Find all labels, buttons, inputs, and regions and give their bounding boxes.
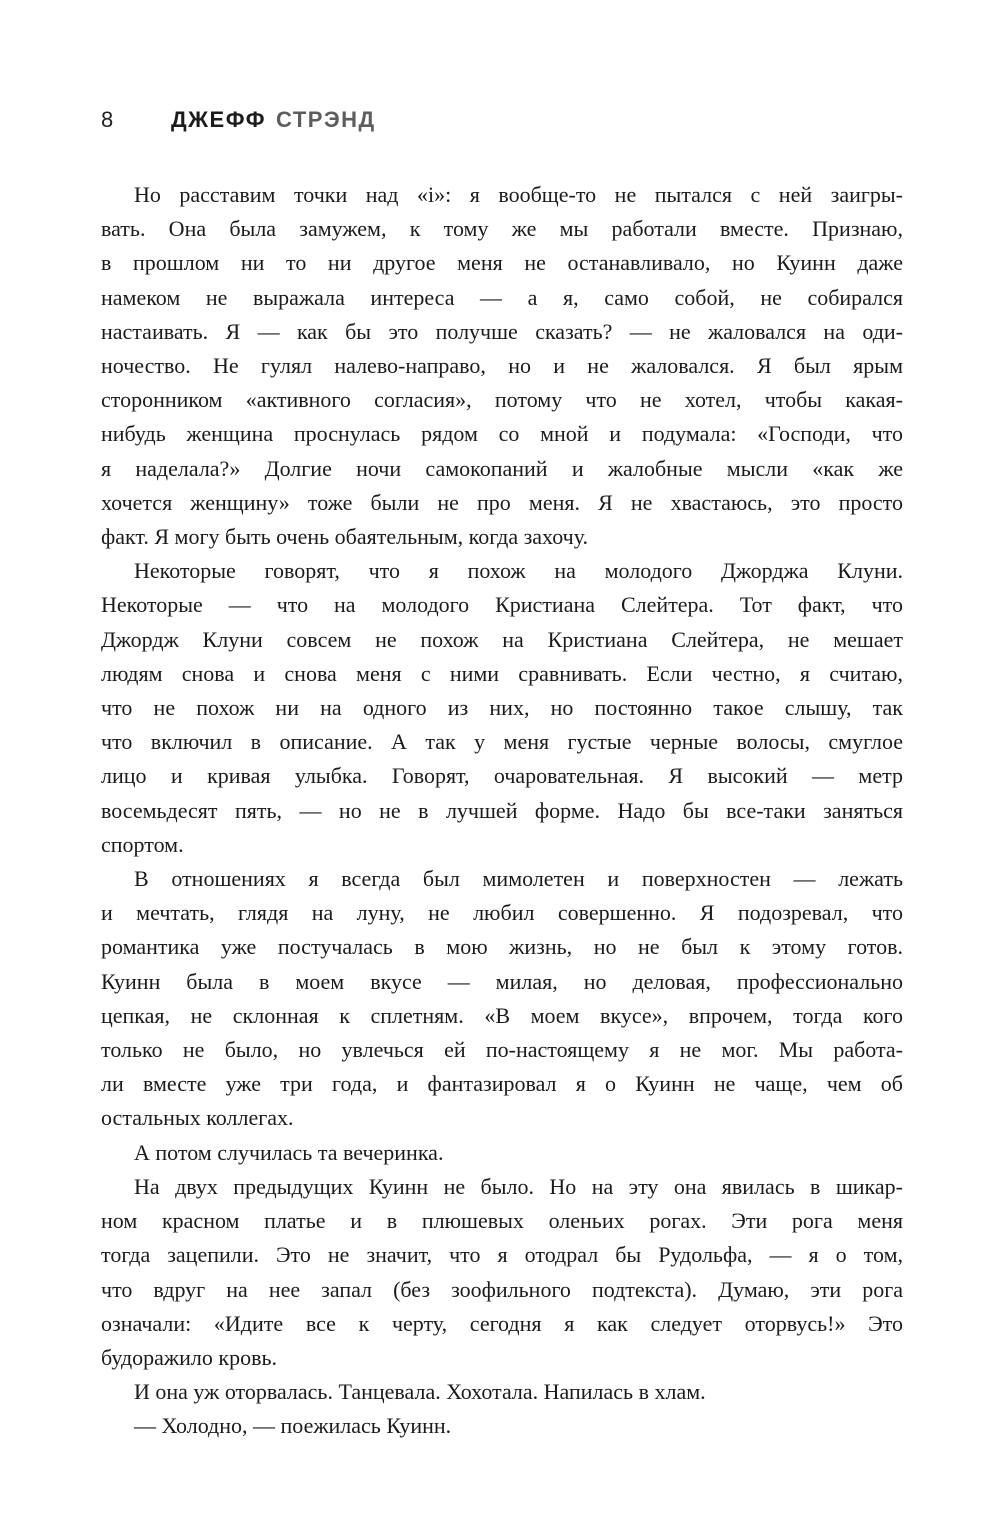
text-line: что включил в описание. А так у меня густые черные волосы, смуглое <box>101 729 903 755</box>
text-line: я наделала?» Долгие ночи самокопаний и жалобные мысли «как же <box>101 455 903 481</box>
text-line: в прошлом ни то ни другое меня не останавливало, но Куинн даже <box>101 250 903 276</box>
text-line: вать. Она была замужем, к тому же мы работали вместе. Признаю, <box>101 216 903 242</box>
text-line: хочется женщину» тоже были не про меня. Я не хвастаюсь, это просто <box>101 489 903 515</box>
page-number: 8 <box>101 107 114 132</box>
text-line: романтика уже постучалась в мою жизнь, но не был к этому готов. <box>101 934 903 960</box>
text-line: Но расставим точки над «i»: я вообще-то не пытался с ней заигры- <box>134 182 903 207</box>
page-text <box>101 178 903 1444</box>
text-line: тогда зацепили. Это не значит, что я отодрал бы Рудольфа, — я о том, <box>101 1242 903 1268</box>
text-line: ном красном платье и в плюшевых оленьих рогах. Эти рога меня <box>101 1208 903 1234</box>
text-line: спортом. <box>101 831 184 857</box>
text-line: Куинн была в моем вкусе — милая, но деловая, профессионально <box>101 968 903 994</box>
text-line: и мечтать, глядя на луну, не любил совершенно. Я подозревал, что <box>101 900 903 926</box>
author-name <box>171 107 376 132</box>
text-line: Некоторые — что на молодого Кристиана Слейтера. Тот факт, что <box>101 592 903 618</box>
text-line: означали: «Идите все к черту, сегодня я как следует оторвусь!» Это <box>101 1310 903 1336</box>
text-line: намеком не выражала интереса — а я, само собой, не собирался <box>101 284 903 310</box>
text-line: А потом случилась та вечеринка. <box>134 1139 444 1165</box>
text-line: Джордж Клуни совсем не похож на Кристиана Слейтера, не мешает <box>101 626 903 652</box>
text-line: — Холодно, — поежилась Куинн. <box>134 1413 452 1439</box>
author-first-name: ДЖЕФФ <box>171 107 266 132</box>
text-line: что вдруг на нее запал (без зоофильного подтекста). Думаю, эти рога <box>101 1276 903 1302</box>
text-line: нибудь женщина проснулась рядом со мной и подумала: «Господи, что <box>101 421 903 447</box>
text-line: остальных коллегах. <box>101 1105 294 1131</box>
text-line: цепкая, не склонная к сплетням. «В моем вкусе», впрочем, тогда кого <box>101 1002 903 1028</box>
text-line: лицо и кривая улыбка. Говорят, очаровательная. Я высокий — метр <box>101 763 903 789</box>
text-line: И она уж оторвалась. Танцевала. Хохотала. Напилась в хлам. <box>134 1379 706 1405</box>
text-line: На двух предыдущих Куинн не было. Но на эту она явилась в шикар- <box>134 1173 903 1199</box>
text-line: ночество. Не гулял налево-направо, но и не жаловался. Я был ярым <box>101 353 903 379</box>
text-line: В отношениях я всегда был мимолетен и поверхностен — лежать <box>134 866 903 892</box>
text-line: восемьдесят пять, — но не в лучшей форме. Надо бы все-таки заняться <box>101 797 903 823</box>
running-header <box>101 107 903 132</box>
author-last-name: СТРЭНД <box>276 107 376 132</box>
text-line: сторонником «активного согласия», потому что не хотел, чтобы какая- <box>101 387 903 413</box>
text-line: Некоторые говорят, что я похож на молодого Джорджа Клуни. <box>134 558 903 584</box>
text-line: ли вместе уже три года, и фантазировал я о Куинн не чаще, чем об <box>101 1071 903 1097</box>
text-line: будоражило кровь. <box>101 1344 277 1370</box>
text-line: только не было, но увлечься ей по-настоящему я не мог. Мы работа- <box>101 1037 903 1063</box>
text-line: людям снова и снова меня с ними сравнивать. Если честно, я считаю, <box>101 660 903 686</box>
text-line: настаивать. Я — как бы это получше сказать? — не жаловался на оди- <box>101 318 903 344</box>
text-line: что не похож ни на одного из них, но постоянно такое слышу, так <box>101 695 903 721</box>
text-line: факт. Я могу быть очень обаятельным, когда захочу. <box>101 524 588 550</box>
